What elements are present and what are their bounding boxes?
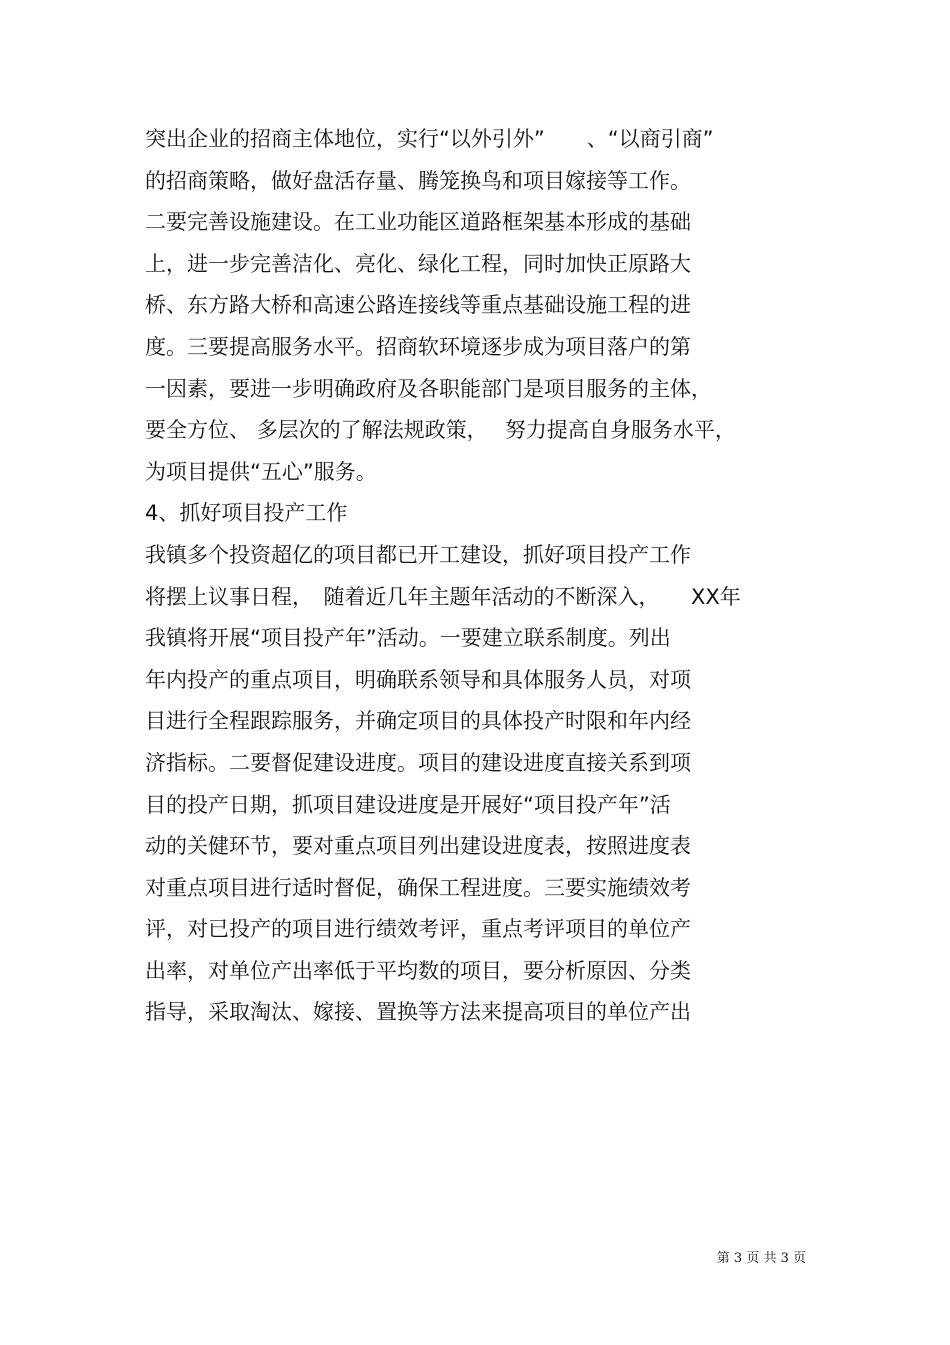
text-line: 我镇多个投资超亿的项目都已开工建设，抓好项目投产工作 — [145, 542, 691, 567]
text-line: 目的投产日期，抓项目建设进度是开展好“项目投产年”活 — [145, 792, 671, 817]
body-text — [145, 119, 845, 1034]
section-heading: 4、抓好项目投产工作 — [145, 501, 348, 526]
text-line: 评，对已投产的项目进行绩效考评，重点考评项目的单位产 — [145, 917, 691, 942]
text-line: 目进行全程跟踪服务，并确定项目的具体投产时限和年内经 — [145, 709, 691, 734]
text-line: 一因素，要进一步明确政府及各职能部门是项目服务的主体， — [145, 376, 712, 401]
text-line: 上，进一步完善洁化、亮化、绿化工程，同时加快正原路大 — [145, 251, 691, 276]
text-line: 对重点项目进行适时督促，确保工程进度。三要实施绩效考 — [145, 875, 691, 900]
text-line: 突出企业的招商主体地位，实行“以外引外” 、“以商引商” — [145, 127, 714, 151]
page-number-footer: 第 3 页 共 3 页 — [716, 1251, 806, 1266]
text-line: 为项目提供“五心”服务。 — [145, 459, 377, 484]
text-line: 年内投产的重点项目，明确联系领导和具体服务人员，对项 — [145, 667, 691, 692]
text-line: 济指标。二要督促建设进度。项目的建设进度直接关系到项 — [145, 750, 691, 775]
text-line: 度。三要提高服务水平。招商软环境逐步成为项目落户的第 — [145, 334, 691, 359]
text-line: 的招商策略，做好盘活存量、腾笼换鸟和项目嫁接等工作。 — [145, 168, 691, 193]
text-line: 指导，采取淘汰、嫁接、置换等方法来提高项目的单位产出 — [145, 1000, 691, 1025]
text-line: 将摆上议事日程， 随着近几年主题年活动的不断深入， XX年 — [145, 584, 741, 609]
text-line: 我镇将开展“项目投产年”活动。一要建立联系制度。列出 — [145, 626, 671, 651]
text-line: 动的关健环节，要对重点项目列出建设进度表，按照进度表 — [145, 834, 691, 859]
text-line: 出率，对单位产出率低于平均数的项目，要分析原因、分类 — [145, 958, 691, 983]
text-line: 二要完善设施建设。在工业功能区道路框架基本形成的基础 — [145, 210, 691, 235]
text-line: 要全方位、 多层次的了解法规政策， 努力提高自身服务水平， — [145, 418, 736, 443]
text-line: 桥、东方路大桥和高速公路连接线等重点基础设施工程的进 — [145, 293, 691, 318]
